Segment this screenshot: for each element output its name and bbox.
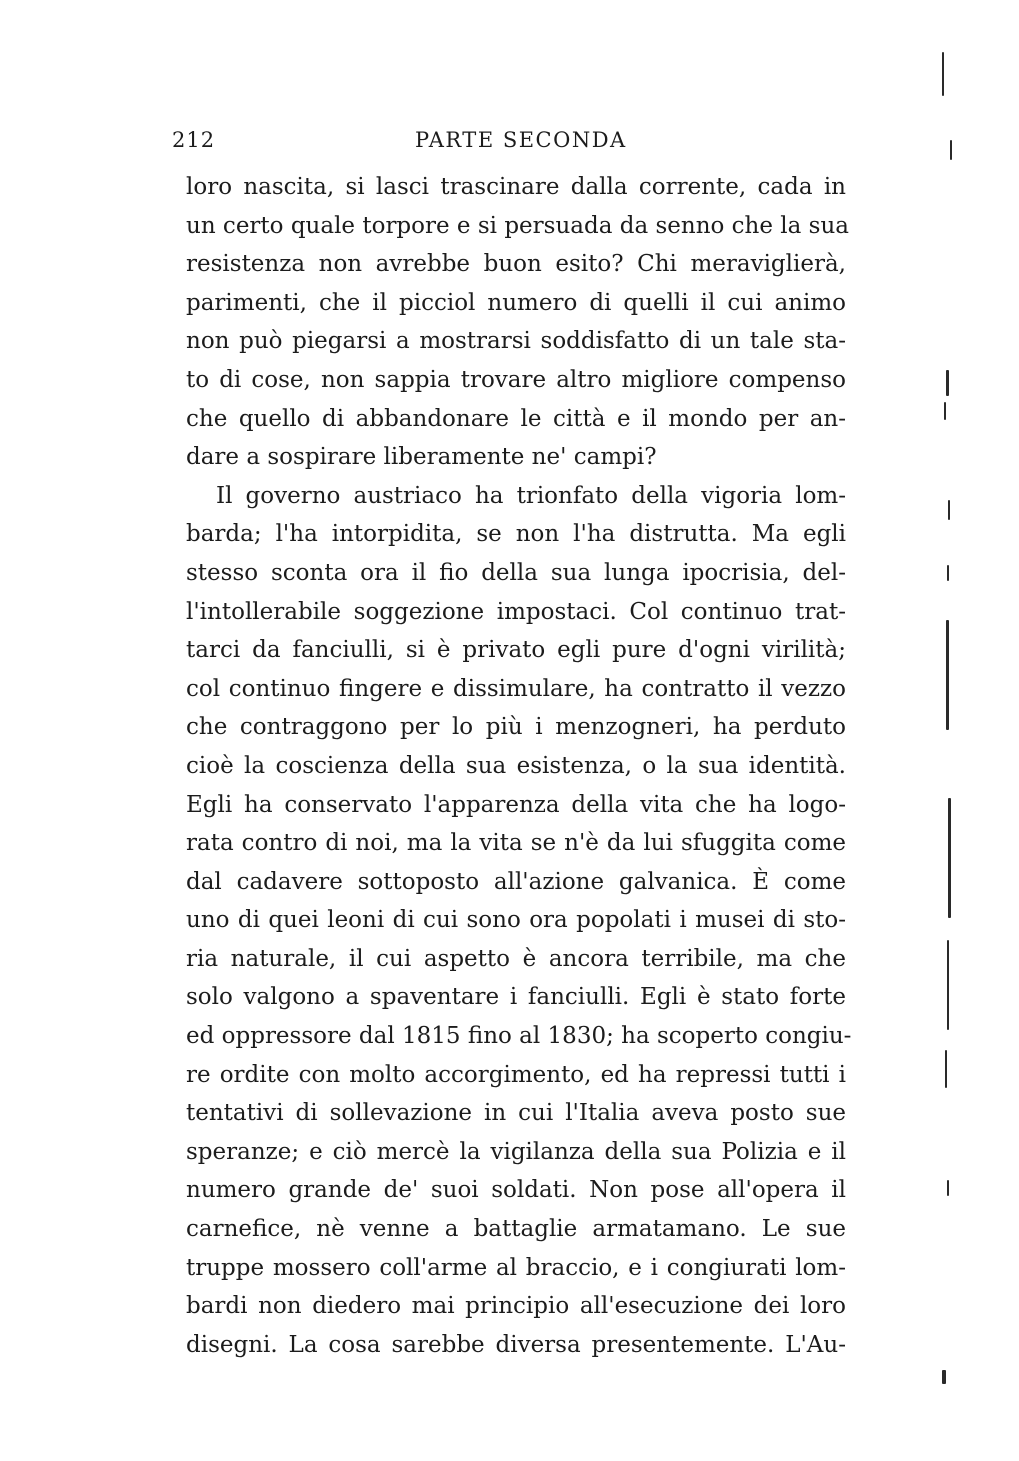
text-line: truppe mossero coll'arme al braccio, e i congiurati lom- <box>186 1254 846 1281</box>
text-line: cioè la coscienza della sua esistenza, o la sua identità. <box>186 752 846 779</box>
text-line: col continuo fingere e dissimulare, ha contratto il vezzo <box>186 675 846 702</box>
text-line: stesso sconta ora il fio della sua lunga ipocrisia, del- <box>186 559 846 586</box>
page-header <box>172 128 832 162</box>
text-line: to di cose, non sappia trovare altro migliore compenso <box>186 366 846 393</box>
text-line: ed oppressore dal 1815 fino al 1830; ha scoperto congiu- <box>186 1023 852 1050</box>
text-line: che contraggono per lo più i menzogneri, ha perduto <box>186 714 846 741</box>
scan-mark <box>948 500 950 520</box>
text-line: dal cadavere sottoposto all'azione galvanica. È come <box>186 868 846 895</box>
scan-mark <box>947 565 949 581</box>
text-line: numero grande de' suoi soldati. Non pose all'opera il <box>186 1177 846 1204</box>
scan-mark <box>946 370 949 396</box>
text-line: bardi non diedero mai principio all'esecuzione dei loro <box>186 1293 846 1320</box>
text-line: barda; l'ha intorpidita, se non l'ha distrutta. Ma egli <box>186 521 846 548</box>
scan-mark <box>946 620 949 730</box>
text-line: parimenti, che il picciol numero di quelli il cui animo <box>186 289 846 316</box>
paragraph-start-line: Il governo austriaco ha trionfato della vigoria lom- <box>216 482 846 509</box>
text-line: re ordite con molto accorgimento, ed ha repressi tutti i <box>186 1061 846 1088</box>
scan-mark <box>947 1180 949 1196</box>
text-line: solo valgono a spaventare i fanciulli. Egli è stato forte <box>186 984 846 1011</box>
running-title: PARTE SECONDA <box>415 128 627 152</box>
scan-mark <box>948 798 951 918</box>
scan-mark <box>947 940 949 1030</box>
text-line: che quello di abbandonare le città e il mondo per an- <box>186 405 846 432</box>
text-line: l'intollerabile soggezione impostaci. Col continuo trat- <box>186 598 846 625</box>
text-line: resistenza non avrebbe buon esito? Chi meraviglierà, <box>186 251 846 278</box>
text-line: un certo quale torpore e si persuada da senno che la sua <box>186 212 849 239</box>
scan-mark <box>950 140 952 160</box>
page-number: 212 <box>172 128 216 152</box>
body-text <box>186 168 852 1364</box>
text-line: non può piegarsi a mostrarsi soddisfatto di un tale sta- <box>186 328 846 355</box>
scan-mark <box>942 1370 946 1384</box>
scan-mark <box>942 52 944 96</box>
text-line: speranze; e ciò mercè la vigilanza della sua Polizia e il <box>186 1138 846 1165</box>
text-line: ria naturale, il cui aspetto è ancora terribile, ma che <box>186 945 846 972</box>
text-line: disegni. La cosa sarebbe diversa presentemente. L'Au- <box>186 1331 846 1358</box>
text-line: carnefice, nè venne a battaglie armatamano. Le sue <box>186 1216 846 1243</box>
text-line: rata contro di noi, ma la vita se n'è da lui sfuggita come <box>186 830 846 857</box>
text-line: dare a sospirare liberamente ne' campi? <box>186 444 657 471</box>
text-line: loro nascita, si lasci trascinare dalla corrente, cada in <box>186 174 846 200</box>
text-line: tentativi di sollevazione in cui l'Italia aveva posto sue <box>186 1100 846 1127</box>
text-line: tarci da fanciulli, si è privato egli pure d'ogni virilità; <box>186 637 846 664</box>
text-line: uno di quei leoni di cui sono ora popolati i musei di sto- <box>186 907 846 934</box>
text-line: Egli ha conservato l'apparenza della vita che ha logo- <box>186 791 846 818</box>
scan-mark <box>945 1050 947 1088</box>
scan-mark <box>944 402 946 420</box>
scan-edge-artifacts <box>920 40 980 1420</box>
